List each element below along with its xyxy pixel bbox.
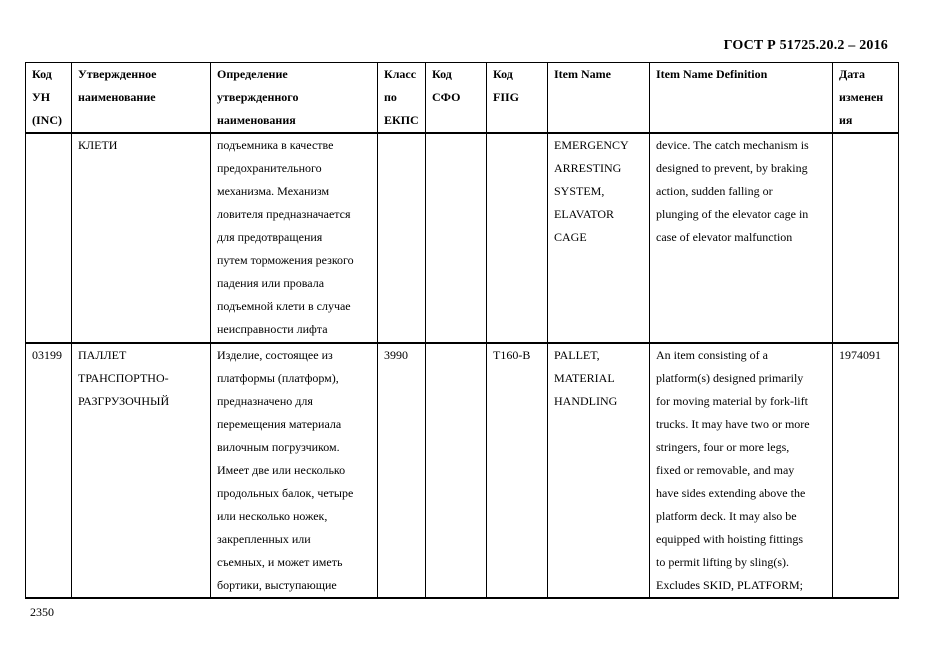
col-ekps-class-header: [378, 63, 426, 134]
cell-text-line: device. The catch mechanism is: [656, 138, 809, 152]
table-row: [26, 343, 899, 598]
col-name-definition-header: [211, 63, 378, 134]
header-label-line: наименование: [78, 90, 156, 104]
cell-text-line: КЛЕТИ: [78, 138, 118, 152]
cell-text-line: platform deck. It may also be: [656, 509, 797, 523]
cell-text-line: перемещения материала: [217, 417, 342, 431]
fiig-code-cell: [487, 343, 548, 598]
cell-text-line: for moving material by fork-lift: [656, 394, 808, 408]
cell-text: 1974091: [839, 348, 881, 362]
table-header-row: [26, 63, 899, 134]
header-label-line: ЕКПС: [384, 113, 419, 127]
cell-text-line: вилочным погрузчиком.: [217, 440, 340, 454]
header-label-line: Класс: [384, 67, 417, 81]
header-label-line: утвержденного: [217, 90, 299, 104]
name-definition-cell: [211, 133, 378, 343]
cell-text-line: designed to prevent, by braking: [656, 161, 808, 175]
header-label-line: изменен: [839, 90, 884, 104]
ekps-class-cell: [378, 343, 426, 598]
header-label-line: Код: [432, 67, 452, 81]
inc-code-cell: [26, 343, 72, 598]
cell-text-line: РАЗГРУЗОЧНЫЙ: [78, 394, 170, 408]
cell-text-line: case of elevator malfunction: [656, 230, 793, 244]
header-label-line: ия: [839, 113, 853, 127]
cell-text-line: Имеет две или несколько: [217, 463, 346, 477]
cell-text-line: съемных, и может иметь: [217, 555, 343, 569]
cell-text-line: платформы (платформ),: [217, 371, 339, 385]
header-label-line: наименования: [217, 113, 296, 127]
cell-text-line: equipped with hoisting fittings: [656, 532, 803, 546]
cell-text-line: путем торможения резкого: [217, 253, 354, 267]
header-label-line: СФО: [432, 90, 461, 104]
col-inc-code-header: [26, 63, 72, 134]
cell-text-line: продольных балок, четыре: [217, 486, 354, 500]
cell-text-line: ARRESTING: [554, 161, 622, 175]
registry-table: [25, 62, 899, 599]
cell-text-line: Excludes SKID, PLATFORM;: [656, 578, 804, 592]
cell-text-line: PALLET,: [554, 348, 600, 362]
approved-name-cell: [72, 133, 211, 343]
cell-text-line: подъемной клети в случае: [217, 299, 351, 313]
cell-text-line: падения или провала: [217, 276, 325, 290]
header-label-line: Утвержденное: [78, 67, 157, 81]
cell-text-line: CAGE: [554, 230, 587, 244]
header-label-line: (INC): [32, 113, 62, 127]
cell-text-line: MATERIAL: [554, 371, 615, 385]
header-label-line: УН: [32, 90, 51, 104]
sfo-code-cell: [426, 133, 487, 343]
header-label-line: Item Name: [554, 67, 611, 81]
ekps-class-cell: [378, 133, 426, 343]
cell-text-line: trucks. It may have two or more: [656, 417, 810, 431]
header-label-line: Определение: [217, 67, 288, 81]
cell-text: 3990: [384, 348, 408, 362]
cell-text-line: to permit lifting by sling(s).: [656, 555, 789, 569]
cell-text-line: предназначено для: [217, 394, 313, 408]
cell-text-line: бортики, выступающие: [217, 578, 337, 592]
cell-text-line: для предотвращения: [217, 230, 323, 244]
inc-code-cell: [26, 133, 72, 343]
cell-text-line: EMERGENCY: [554, 138, 629, 152]
header-label-line: Item Name Definition: [656, 67, 768, 81]
cell-text-line: ELAVATOR: [554, 207, 615, 221]
cell-text-line: fixed or removable, and may: [656, 463, 795, 477]
cell-text-line: ТРАНСПОРТНО-: [78, 371, 169, 385]
cell-text-line: plunging of the elevator cage in: [656, 207, 809, 221]
cell-text-line: SYSTEM,: [554, 184, 605, 198]
sfo-code-cell: [426, 343, 487, 598]
item-name-cell: [548, 343, 650, 598]
col-item-name-definition-header: [650, 63, 833, 134]
header-label-line: Дата: [839, 67, 865, 81]
cell-text-line: неисправности лифта: [217, 322, 328, 336]
cell-text-line: ловителя предназначается: [217, 207, 351, 221]
approved-name-cell: [72, 343, 211, 598]
cell-text-line: или несколько ножек,: [217, 509, 328, 523]
page-number: 2350: [30, 605, 54, 619]
header-label-line: Код: [493, 67, 513, 81]
cell-text-line: ПАЛЛЕТ: [78, 348, 127, 362]
cell-text: 03199: [32, 348, 62, 362]
item-name-cell: [548, 133, 650, 343]
table-row: [26, 133, 899, 343]
cell-text-line: механизма. Механизм: [217, 184, 330, 198]
cell-text-line: An item consisting of a: [656, 348, 768, 362]
cell-text-line: platform(s) designed primarily: [656, 371, 804, 385]
name-definition-cell: [211, 343, 378, 598]
cell-text: T160-B: [493, 348, 531, 362]
cell-text-line: action, sudden falling or: [656, 184, 773, 198]
col-change-date-header: [833, 63, 899, 134]
item-name-definition-cell: [650, 343, 833, 598]
col-approved-name-header: [72, 63, 211, 134]
cell-text-line: подъемника в качестве: [217, 138, 334, 152]
header-label-line: Код: [32, 67, 52, 81]
cell-text-line: предохранительного: [217, 161, 322, 175]
col-item-name-header: [548, 63, 650, 134]
col-fiig-code-header: [487, 63, 548, 134]
fiig-code-cell: [487, 133, 548, 343]
cell-text-line: Изделие, состоящее из: [217, 348, 333, 362]
cell-text-line: stringers, four or more legs,: [656, 440, 790, 454]
cell-text-line: have sides extending above the: [656, 486, 806, 500]
change-date-cell: [833, 343, 899, 598]
change-date-cell: [833, 133, 899, 343]
cell-text-line: HANDLING: [554, 394, 618, 408]
col-sfo-code-header: [426, 63, 487, 134]
item-name-definition-cell: [650, 133, 833, 343]
cell-text-line: закрепленных или: [217, 532, 311, 546]
header-label-line: по: [384, 90, 397, 104]
header-label-line: FIIG: [493, 90, 520, 104]
document-standard-header: ГОСТ Р 51725.20.2 – 2016: [723, 38, 888, 53]
